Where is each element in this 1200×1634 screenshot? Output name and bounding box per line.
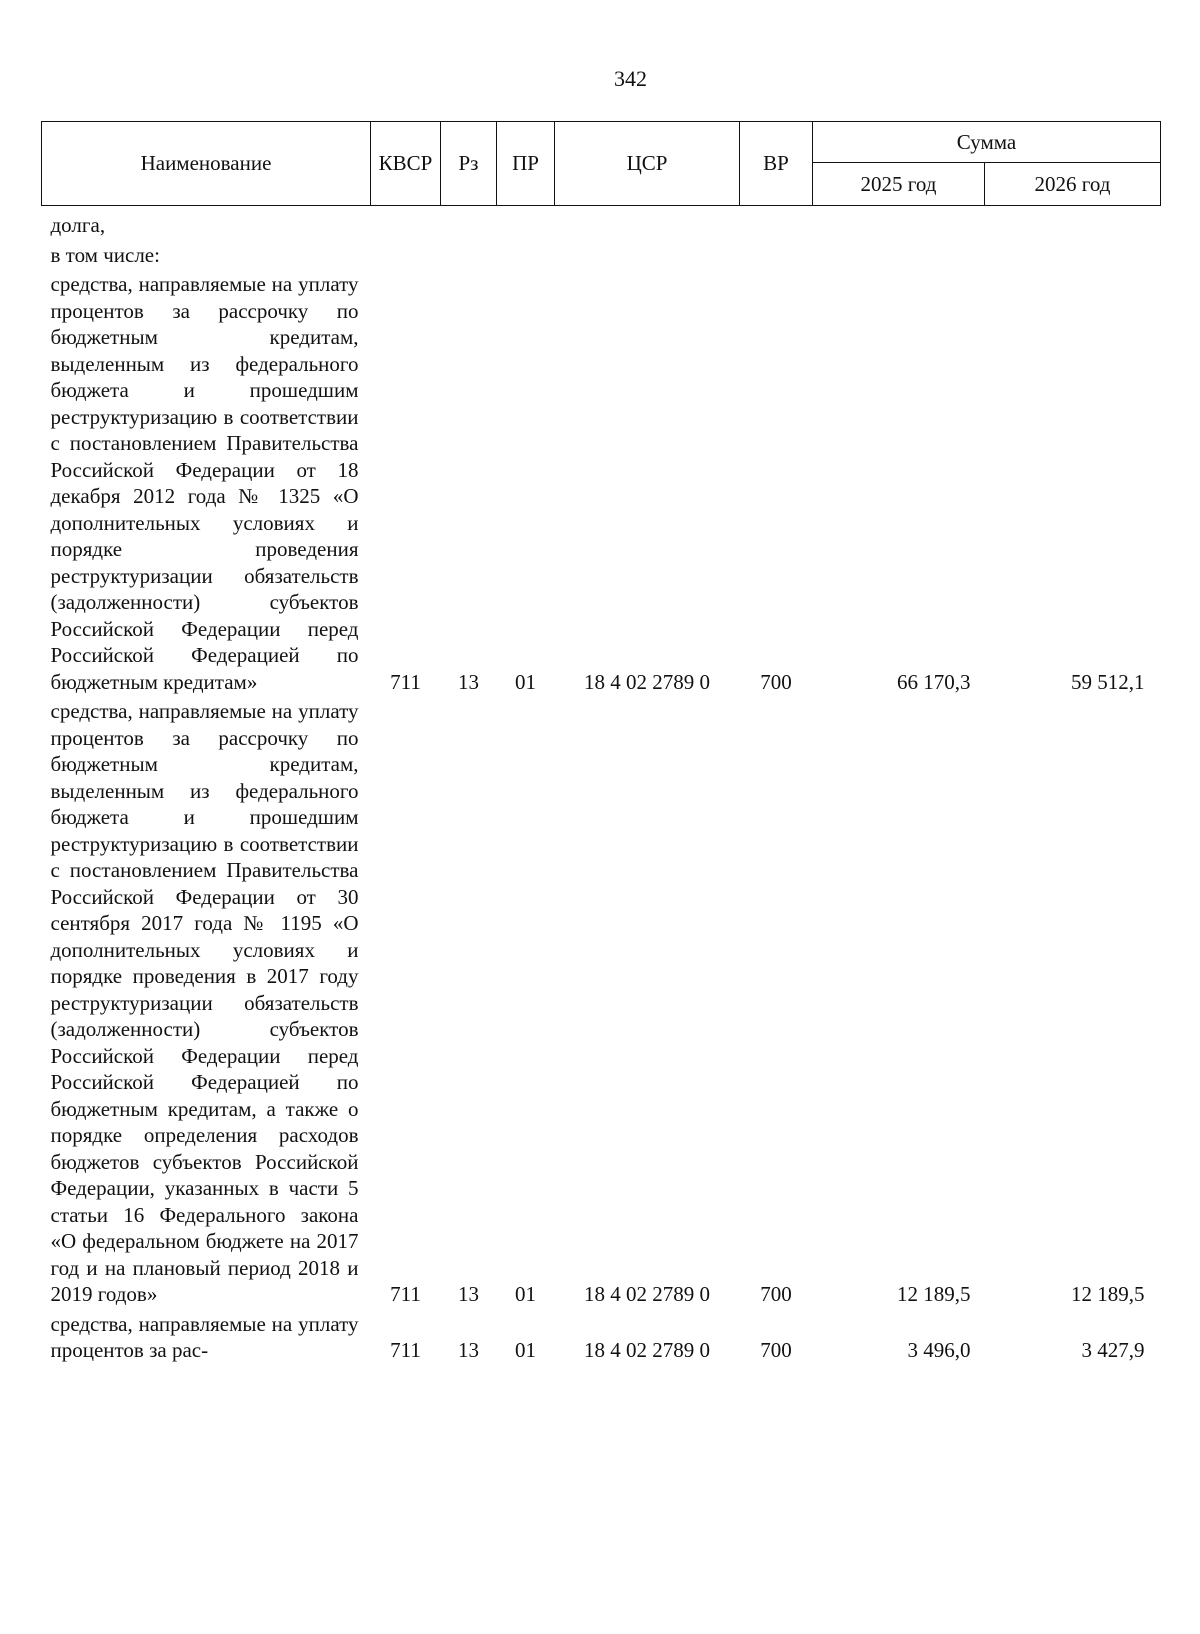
row-csr: 18 4 02 2789 0 <box>584 1282 710 1306</box>
table-body <box>42 206 1161 1364</box>
header-rz: Рз <box>441 122 497 206</box>
row-vr <box>740 206 813 239</box>
row-name: средства, направляемые на уплату процентов за рассрочку по бюджетным кредитам, выделенным из федерального бюджета и прошедшим реструктуризацию в соответствии с постановлением Правительства Российской Федерации от 30 сентября 2017 года № 1195 «О дополнительных условиях и порядке проведения в 2017 году реструктуризации обязательств (задолженности) субъектов Российской Федерации перед Российской Федерацией по бюджетным кредитам, а также о порядке определения расходов бюджетов субъектов Российской Федерации, указанных в части 5 статьи 16 Федерального закона «О федеральном бюджете на 2017 год и на плановый период 2018 и 2019 годов» <box>50 699 359 1306</box>
row-pr: 01 <box>515 1282 536 1306</box>
table-row <box>42 239 1161 269</box>
budget-table <box>41 121 1161 1364</box>
row-rz: 13 <box>458 1338 479 1362</box>
row-vr: 700 <box>760 669 792 694</box>
row-pr <box>497 239 555 269</box>
table-row <box>42 1308 1161 1364</box>
header-sum: Сумма <box>813 122 1161 163</box>
row-sum-2026: 3 427,9 <box>1081 1338 1145 1362</box>
row-sum-2025 <box>813 239 985 269</box>
row-name: долга, <box>50 213 106 237</box>
header-kvsr: КВСР <box>371 122 441 206</box>
row-name: средства, направляемые на уплату процентов за рас- <box>50 1311 359 1362</box>
row-rz <box>441 239 497 269</box>
row-kvsr <box>371 206 441 239</box>
row-csr: 18 4 02 2789 0 <box>584 669 710 694</box>
row-name: средства, направляемые на уплату процентов за рассрочку по бюджетным кредитам, выделенным из федерального бюджета и прошедшим реструктуризацию в соответствии с постановлением Правительства Российской Федерации от 18 декабря 2012 года № 1325 «О дополнительных условиях и порядке проведения реструктуризации обязательств (задолженности) субъектов Российской Федерации перед Российской Федерацией по бюджетным кредитам» <box>50 272 359 694</box>
header-pr: ПР <box>497 122 555 206</box>
table-header <box>42 122 1161 206</box>
row-pr: 01 <box>515 1338 536 1362</box>
row-sum-2026 <box>985 206 1161 239</box>
table-row <box>42 206 1161 239</box>
row-kvsr: 711 <box>390 669 421 694</box>
row-kvsr: 711 <box>390 1338 421 1362</box>
row-sum-2026: 12 189,5 <box>1071 1282 1145 1306</box>
row-sum-2026 <box>985 239 1161 269</box>
row-csr <box>555 239 740 269</box>
row-sum-2026: 59 512,1 <box>1071 669 1145 694</box>
row-vr <box>740 239 813 269</box>
table-row <box>42 268 1161 695</box>
header-year-2025: 2025 год <box>813 163 985 206</box>
row-rz: 13 <box>458 669 479 694</box>
row-csr: 18 4 02 2789 0 <box>584 1338 710 1362</box>
row-sum-2025 <box>813 206 985 239</box>
header-csr: ЦСР <box>555 122 740 206</box>
row-vr: 700 <box>760 1282 792 1306</box>
row-kvsr <box>371 239 441 269</box>
row-pr <box>497 206 555 239</box>
header-vr: ВР <box>740 122 813 206</box>
page-number: 342 <box>614 66 647 91</box>
row-sum-2025: 3 496,0 <box>907 1338 971 1362</box>
table-row <box>42 695 1161 1308</box>
row-sum-2025: 12 189,5 <box>897 1282 971 1306</box>
row-name: в том числе: <box>50 242 160 267</box>
row-csr <box>555 206 740 239</box>
header-name: Наименование <box>42 122 371 206</box>
row-rz <box>441 206 497 239</box>
header-year-2026: 2026 год <box>985 163 1161 206</box>
row-kvsr: 711 <box>390 1282 421 1306</box>
row-pr: 01 <box>515 669 536 694</box>
row-sum-2025: 66 170,3 <box>897 669 971 694</box>
row-vr: 700 <box>760 1338 792 1362</box>
row-rz: 13 <box>458 1282 479 1306</box>
